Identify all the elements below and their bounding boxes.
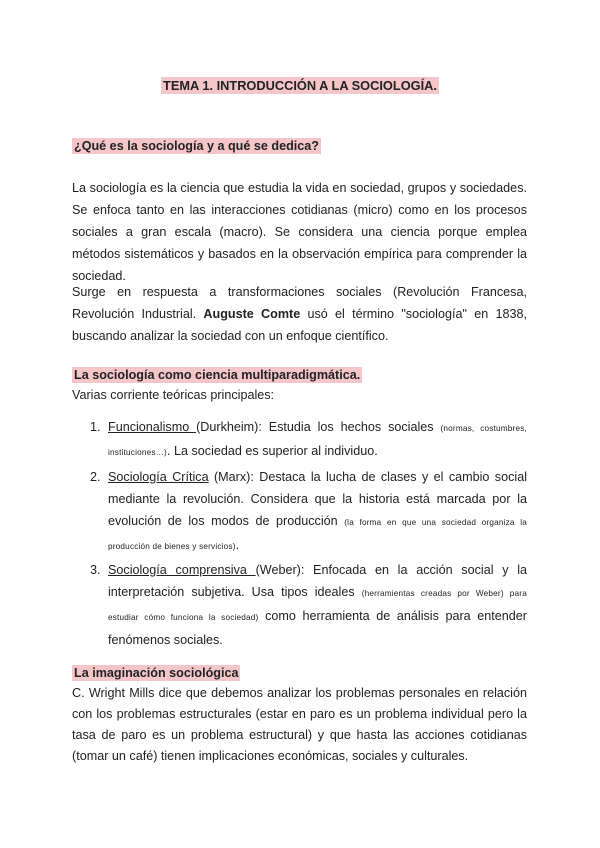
auguste-comte-bold: Auguste Comte [203, 307, 301, 321]
paragraph-definition: La sociología es la ciencia que estudia la vida en sociedad, grupos y sociedades. Se enfoca tanto en las interacciones cotidianas (micro) como en los procesos sociales a gran escala (macro). Se considera una ciencia porque emplea métodos sistemáticos y basados en la observación empírica para comprender la sociedad. [72, 181, 527, 283]
section-heading-multiparadigmatic: La sociología como ciencia multiparadigmática. [74, 368, 361, 382]
theories-intro: Varias corriente teóricas principales: [72, 388, 275, 402]
document-title [0, 76, 600, 96]
section-heading-what-is-sociology: ¿Qué es la sociología y a qué se dedica? [74, 139, 319, 153]
list-number: 2. [90, 470, 101, 484]
list-item-sociologia-comprensiva: Sociología comprensiva (Weber): Enfocada en la acción social y la interpretación subjetiva. Usa tipos ideales (herramientas creadas por Weber) para estudiar cómo funciona la sociedad) como herramienta de análisis para entender fenómenos sociales. [108, 563, 528, 647]
list-item-sociologia-critica: Sociología Crítica (Marx): Destaca la lucha de clases y el cambio social mediante la revolución. Considera que la historia está marcada por la evolución de los modos de producción (la forma en que una sociedad organiza la producción de bienes y servicios). [108, 470, 527, 552]
title-highlight: TEMA 1. INTRODUCCIÓN A LA SOCIOLOGÍA. [163, 78, 437, 93]
list-number: 1. [90, 420, 101, 434]
list-item-funcionalismo: Funcionalismo (Durkheim): Estudia los hechos sociales (normas, costumbres, instituciones…). La sociedad es superior al individuo. [108, 420, 527, 458]
paragraph-imaginacion: C. Wright Mills dice que debemos analizar los problemas personales en relación con los problemas estructurales (estar en paro es un problema individual pero la tasa de paro es un problema estructural) y que hasta las acciones cotidianas (tomar un café) tienen implicaciones económicas, sociales y culturales. [72, 686, 527, 763]
section-heading-imaginacion: La imaginación sociológica [74, 666, 239, 680]
paragraph-origin: Surge en respuesta a transformaciones sociales (Revolución Francesa, Revolución Industrial. Auguste Comte usó el término "sociología" en 1838, buscando analizar la sociedad con un enfoque científico. [72, 285, 527, 343]
list-number: 3. [90, 563, 101, 577]
